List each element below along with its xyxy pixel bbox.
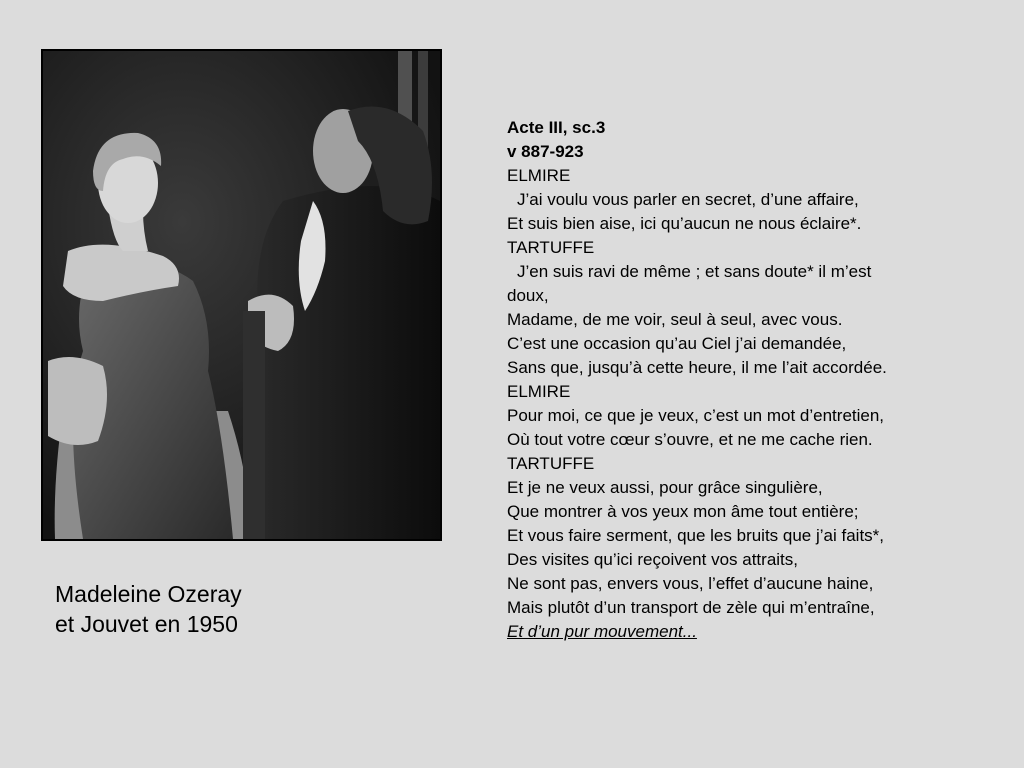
verse-range-heading: v 887-923 <box>507 142 584 161</box>
play-excerpt <box>507 116 967 644</box>
verse-line: Et vous faire serment, que les bruits que j’ai faits*, <box>507 526 885 545</box>
verse-line: Que montrer à vos yeux mon âme tout entière; <box>507 502 859 521</box>
verse-line: Sans que, jusqu’à cette heure, il me l’ait accordée. <box>507 358 887 377</box>
verse-line: ELMIRE <box>507 166 571 185</box>
verse-line: ELMIRE <box>507 382 571 401</box>
verse-line: Pour moi, ce que je veux, c’est un mot d’entretien, <box>507 406 885 425</box>
verse-line: Ne sont pas, envers vous, l’effet d’aucune haine, <box>507 574 874 593</box>
verse-line: J’en suis ravi de même ; et sans doute* il m’est <box>517 262 872 281</box>
caption-line-1: Madeleine Ozeray <box>55 581 242 607</box>
verse-line-emphasis: Et d’un pur mouvement... <box>507 622 697 641</box>
act-scene-heading: Acte III, sc.3 <box>507 118 606 137</box>
verse-line: Et suis bien aise, ici qu’aucun ne nous éclaire*. <box>507 214 862 233</box>
verse-line: Et je ne veux aussi, pour grâce singulière, <box>507 478 823 497</box>
verse-line <box>507 620 967 644</box>
verse-lines <box>507 164 967 644</box>
photo-caption <box>55 579 355 639</box>
verse-line: Madame, de me voir, seul à seul, avec vous. <box>507 310 843 329</box>
verse-line: Mais plutôt d’un transport de zèle qui m’entraîne, <box>507 598 875 617</box>
verse-line: TARTUFFE <box>507 238 595 257</box>
theatre-photo <box>41 49 442 541</box>
theatre-photo-icon <box>43 51 440 539</box>
verse-line: TARTUFFE <box>507 454 595 473</box>
verse-line: C’est une occasion qu’au Ciel j’ai demandée, <box>507 334 847 353</box>
caption-line-2: et Jouvet en 1950 <box>55 611 238 637</box>
verse-line: Où tout votre cœur s’ouvre, et ne me cache rien. <box>507 430 873 449</box>
verse-line: J’ai voulu vous parler en secret, d’une affaire, <box>517 190 859 209</box>
verse-line: Des visites qu’ici reçoivent vos attraits, <box>507 550 798 569</box>
verse-line: doux, <box>507 286 549 305</box>
